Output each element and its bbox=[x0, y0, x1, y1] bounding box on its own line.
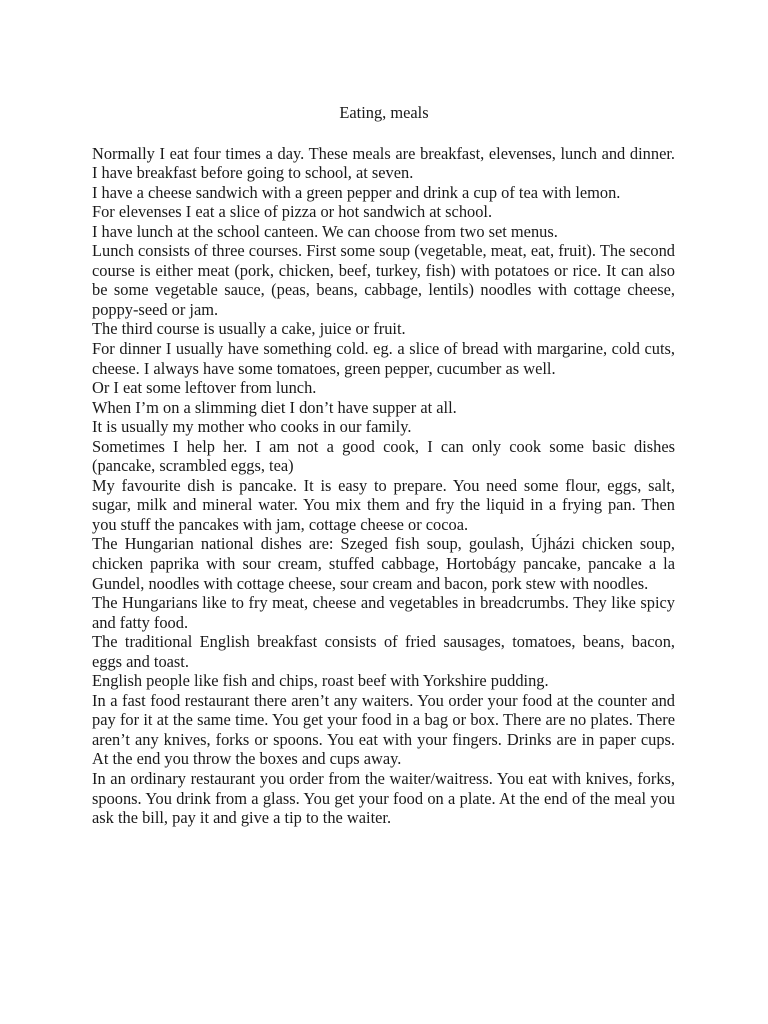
paragraph-english-food: English people like fish and chips, roast beef with Yorkshire pudding. bbox=[92, 671, 549, 691]
paragraph-dinner: For dinner I usually have something cold. eg. a slice of bread with margarine, cold cuts, cheese. I always have some tomatoes, green pepper, cucumber as well. bbox=[92, 338, 675, 378]
document-body bbox=[92, 144, 675, 828]
paragraph-favourite-dish: My favourite dish is pancake. It is easy to prepare. You need some flour, eggs, salt, sugar, milk and mineral water. You mix them and fry the liquid in a frying pan. Then you stuff the pancakes with jam, cottage cheese or cocoa. bbox=[92, 475, 675, 534]
paragraph-third-course: The third course is usually a cake, juice or fruit. bbox=[92, 319, 406, 339]
paragraph-english-breakfast: The traditional English breakfast consists of fried sausages, tomatoes, beans, bacon, eggs and toast. bbox=[92, 632, 675, 671]
paragraph-fast-food: In a fast food restaurant there aren’t any waiters. You order your food at the counter and pay for it at the same time. You get your food in a bag or box. There are no plates. There aren’t any knives, forks or spoons. You eat with your fingers. Drinks are in paper cups. At the end you throw the boxes and cups away. bbox=[92, 690, 675, 769]
paragraph-lunch-courses: Lunch consists of three courses. First some soup (vegetable, meat, eat, fruit). The second course is either meat (pork, chicken, beef, turkey, fish) with potatoes or rice. It can also be some vegetable sauce, (peas, beans, cabbage, lentils) noodles with cottage cheese, poppy-seed or jam. bbox=[92, 241, 675, 319]
paragraph-ordinary-restaurant: In an ordinary restaurant you order from the waiter/waitress. You eat with knives, forks, spoons. You drink from a glass. You get your food on a plate. At the end of the meal you ask the bill, pay it and give a tip to the waiter. bbox=[92, 769, 675, 828]
paragraph-breakfast: I have a cheese sandwich with a green pepper and drink a cup of tea with lemon. bbox=[92, 182, 621, 202]
paragraph-helping: Sometimes I help her. I am not a good cook, I can only cook some basic dishes (pancake, scrambled eggs, tea) bbox=[92, 436, 675, 476]
paragraph-slimming-diet: When I’m on a slimming diet I don’t have supper at all. bbox=[92, 397, 457, 417]
document-title: Eating, meals bbox=[339, 103, 429, 122]
paragraph-hungarian-dishes: The Hungarian national dishes are: Szeged fish soup, goulash, Újházi chicken soup, chicken paprika with sour cream, stuffed cabbage, Hortobágy pancake, pancake a la Gundel, noodles with cottage cheese, sour cream and bacon, pork stew with noodles. bbox=[92, 534, 675, 593]
paragraph-family-cook: It is usually my mother who cooks in our family. bbox=[92, 417, 412, 437]
paragraph-leftover: Or I eat some leftover from lunch. bbox=[92, 378, 317, 398]
paragraph-elevenses: For elevenses I eat a slice of pizza or hot sandwich at school. bbox=[92, 202, 493, 222]
paragraph-school-canteen: I have lunch at the school canteen. We can choose from two set menus. bbox=[92, 221, 558, 241]
paragraph-meals-per-day: Normally I eat four times a day. These meals are breakfast, elevenses, lunch and dinner. I have breakfast before going to school, at seven. bbox=[92, 143, 675, 183]
paragraph-hungarian-habits: The Hungarians like to fry meat, cheese and vegetables in breadcrumbs. They like spicy and fatty food. bbox=[92, 593, 675, 632]
